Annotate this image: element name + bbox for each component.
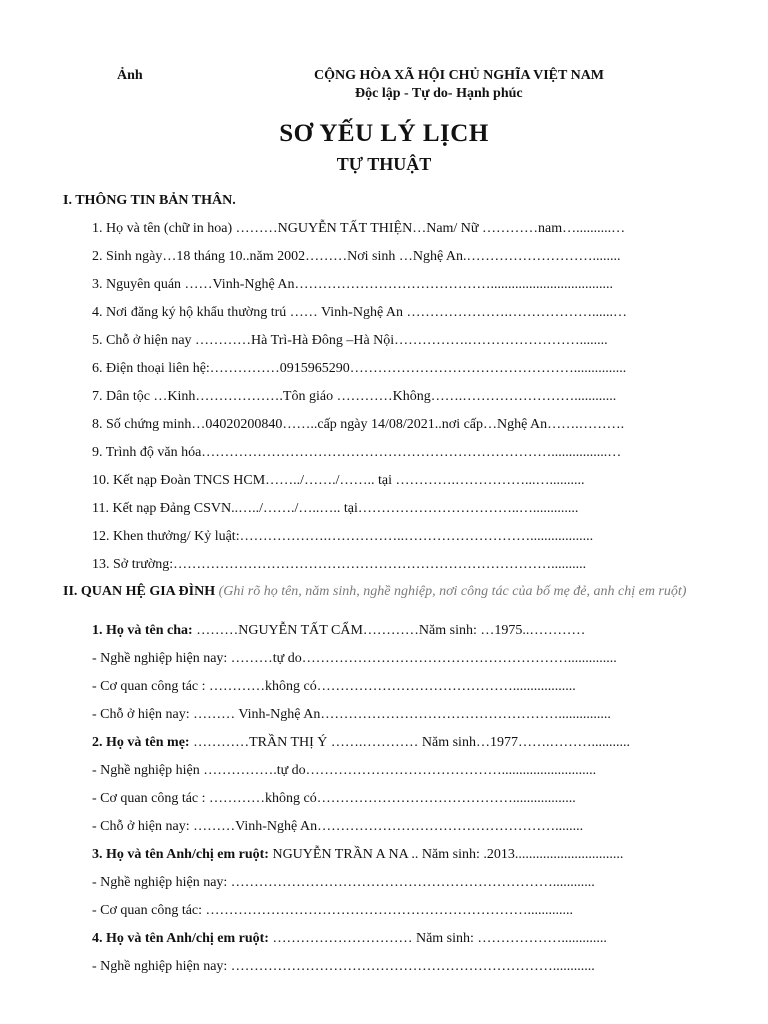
- family-line-value: ………NGUYỄN TẤT CẨM…………Năm sinh: …1975..…………: [192, 623, 586, 638]
- family-line-value: - Nghề nghiệp hiện nay: ……………………………………………………………............: [92, 959, 595, 974]
- family-line-label: 2. Họ và tên mẹ:: [92, 735, 190, 750]
- family-line-value: - Chỗ ở hiện nay: ……… Vinh-Nghệ An……………………………………………...............: [92, 707, 611, 722]
- family-line-value: - Nghề nghiệp hiện nay: ……………………………………………………………............: [92, 875, 595, 890]
- personal-info-line: 6. Điện thoại liên hệ:……………0915965290…………………………………………...............: [92, 361, 627, 376]
- family-line-label: 3. Họ và tên Anh/chị em ruột:: [92, 847, 269, 862]
- personal-info-line: 12. Khen thưởng/ Kỷ luật:……………….……………..………………………..................: [92, 529, 594, 544]
- personal-info-line: 4. Nơi đăng ký hộ khẩu thường trú …… Vinh-Nghệ An ………………….………………......…: [92, 305, 627, 320]
- motto-heading: Độc lập - Tự do- Hạnh phúc: [355, 86, 523, 101]
- family-line: [92, 707, 611, 723]
- family-line: [92, 679, 576, 695]
- document-title: SƠ YẾU LÝ LỊCH: [279, 120, 489, 147]
- personal-info-line: 1. Họ và tên (chữ in hoa) ………NGUYỄN TẤT THIỆN…Nam/ Nữ …………nam…..........…: [92, 221, 626, 236]
- family-line: [92, 735, 630, 751]
- personal-info-line: 2. Sinh ngày…18 tháng 10..năm 2002………Nơi sinh …Nghệ An.………………………........: [92, 249, 621, 264]
- family-line-value: - Cơ quan công tác : …………không có……………………………………..................: [92, 679, 576, 694]
- family-line: [92, 847, 623, 863]
- personal-info-line: 7. Dân tộc …Kinh……………….Tôn giáo …………Không…….……………………............: [92, 389, 617, 404]
- family-line-value: …………TRẦN THỊ Ý …….………… Năm sinh…1977…….………...........: [189, 735, 630, 750]
- family-line-value: - Cơ quan công tác: …………………………………………………………….............: [92, 903, 574, 918]
- personal-info-line: 13. Sở trường:………………………………………………………………………..........: [92, 557, 587, 572]
- family-line: [92, 763, 596, 779]
- personal-info-line: 11. Kết nạp Đảng CSVN..…../……./…..….. tại……………………………..….............: [92, 501, 579, 516]
- personal-info-line: 8. Số chứng minh…04020200840……..cấp ngày 14/08/2021..nơi cấp…Nghệ An…….……….: [92, 417, 625, 432]
- family-line: [92, 931, 607, 947]
- section-1-heading: I. THÔNG TIN BẢN THÂN.: [63, 193, 236, 208]
- family-line-value: - Nghề nghiệp hiện …………….tự do……………………………………...........................: [92, 763, 597, 778]
- family-line-value: - Nghề nghiệp hiện nay: ………tự do…………………………………………………..............: [92, 651, 617, 666]
- family-line-value: - Chỗ ở hiện nay: ………Vinh-Nghệ An……………………………………………........: [92, 819, 584, 834]
- family-line: [92, 903, 573, 919]
- family-line: [92, 819, 583, 835]
- personal-info-line: 5. Chỗ ở hiện nay …………Hà Trì-Hà Đông –Hà Nội…………….……………………........: [92, 333, 608, 348]
- family-line: [92, 875, 595, 891]
- family-line-value: NGUYỄN TRẦN A NA .. Năm sinh: .2013...............................: [268, 847, 624, 862]
- family-line-label: 1. Họ và tên cha:: [92, 623, 193, 638]
- family-line: [92, 651, 617, 667]
- document-subtitle: TỰ THUẬT: [336, 154, 432, 174]
- family-line: [92, 623, 585, 639]
- family-line-value: ………………………… Năm sinh: ……………….............: [268, 931, 607, 946]
- personal-info-line: 3. Nguyên quán ……Vinh-Nghệ An……………………………………...................................: [92, 277, 614, 292]
- family-line-label: 4. Họ và tên Anh/chị em ruột:: [92, 931, 269, 946]
- section-2-title: II. QUAN HỆ GIA ĐÌNH: [63, 584, 216, 599]
- personal-info-line: 9. Trình độ văn hóa…………………………………………………………………................…: [92, 445, 622, 460]
- family-line-value: - Cơ quan công tác : …………không có……………………………………..................: [92, 791, 576, 806]
- section-2-note: (Ghi rõ họ tên, năm sinh, nghề nghiệp, nơi công tác của bố mẹ đẻ, anh chị em ruột): [218, 584, 687, 599]
- nation-heading: CỘNG HÒA XÃ HỘI CHỦ NGHĨA VIỆT NAM: [314, 68, 605, 83]
- photo-label: Ảnh: [117, 68, 143, 83]
- section-2-heading: [63, 583, 703, 600]
- family-line: [92, 959, 595, 975]
- personal-info-line: 10. Kết nạp Đoàn TNCS HCM……../……./…….. tại ………….……………...…..........: [92, 473, 585, 488]
- family-line: [92, 791, 576, 807]
